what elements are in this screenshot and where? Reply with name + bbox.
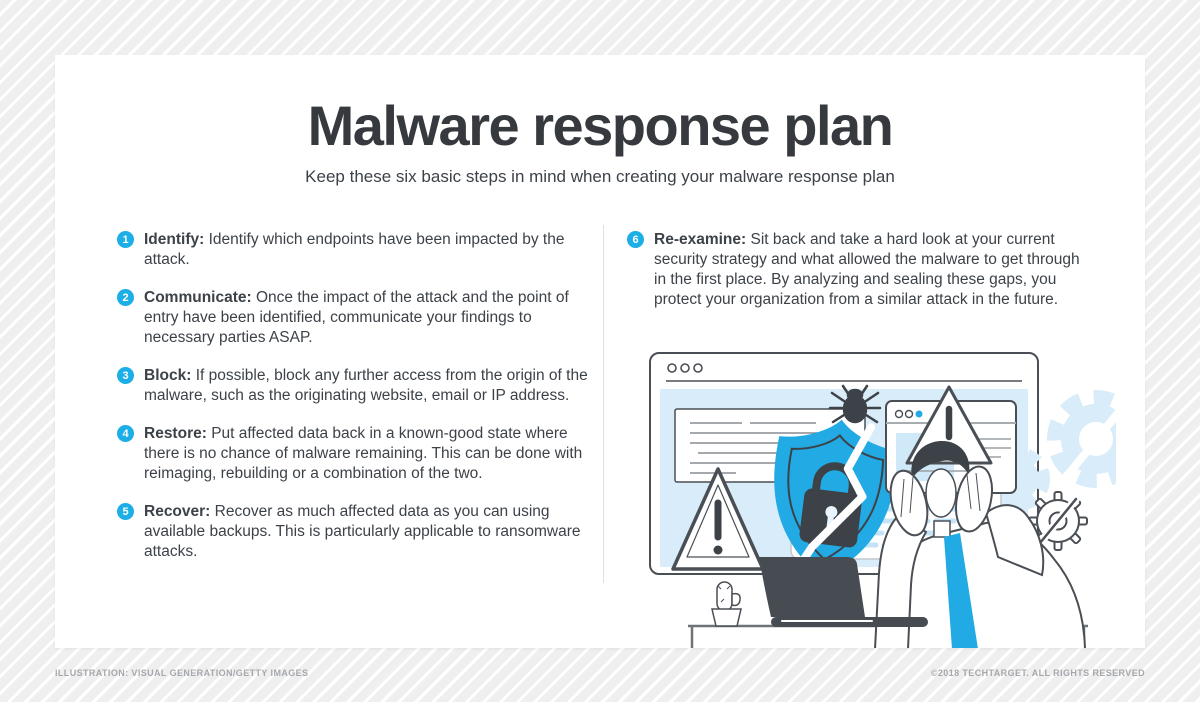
step-label: Re-examine:: [654, 231, 747, 248]
step-text: Sit back and take a hard look at your current security strategy and what allowed the malware to get through in the first place. By analyzing and sealing these gaps, you protect your organization from a similar attack in the future.: [654, 231, 1080, 308]
step-label: Communicate:: [144, 289, 252, 306]
steps-column-left: [117, 230, 595, 562]
step-item-2: [117, 288, 595, 348]
step-label: Restore:: [144, 425, 207, 442]
step-text: Put affected data back in a known-good state where there is no chance of malware remaining. This can be done with reimaging, rebuilding or a combination of the two.: [144, 425, 583, 482]
illustration-credit: ILLUSTRATION: VISUAL GENERATION/GETTY IMAGES: [55, 668, 309, 678]
step-item-6: [627, 230, 1089, 310]
malware-illustration: [646, 351, 1116, 648]
step-number-badge: 3: [117, 367, 134, 384]
gear-icon: [1056, 399, 1116, 479]
page-title: Malware response plan: [307, 94, 893, 157]
page-subtitle: Keep these six basic steps in mind when creating your malware response plan: [305, 167, 895, 186]
step-number-badge: 2: [117, 289, 134, 306]
step-item-5: [117, 502, 595, 562]
step-text: Identify which endpoints have been impacted by the attack.: [144, 231, 565, 268]
step-label: Identify:: [144, 231, 205, 248]
step-text: Recover as much affected data as you can using available backups. This is particularly applicable to ransomware attacks.: [144, 503, 581, 560]
infographic-card: [55, 55, 1145, 648]
footer-credits: [55, 668, 1145, 678]
step-number-badge: 6: [627, 231, 644, 248]
step-number-badge: 4: [117, 425, 134, 442]
step-label: Recover:: [144, 503, 211, 520]
step-item-3: [117, 366, 595, 406]
step-text: Once the impact of the attack and the point of entry have been identified, communicate your findings to necessary parties ASAP.: [144, 289, 569, 346]
steps-column-right: [627, 230, 1089, 310]
step-number-badge: 5: [117, 503, 134, 520]
step-label: Block:: [144, 367, 192, 384]
copyright-credit: ©2018 TECHTARGET. ALL RIGHTS RESERVED: [930, 668, 1145, 678]
step-number-badge: 1: [117, 231, 134, 248]
step-text: If possible, block any further access from the origin of the malware, such as the originating website, email or IP address.: [144, 367, 588, 404]
column-divider: [603, 225, 604, 583]
step-item-1: [117, 230, 595, 270]
step-item-4: [117, 424, 595, 484]
cactus-icon: [712, 582, 741, 626]
